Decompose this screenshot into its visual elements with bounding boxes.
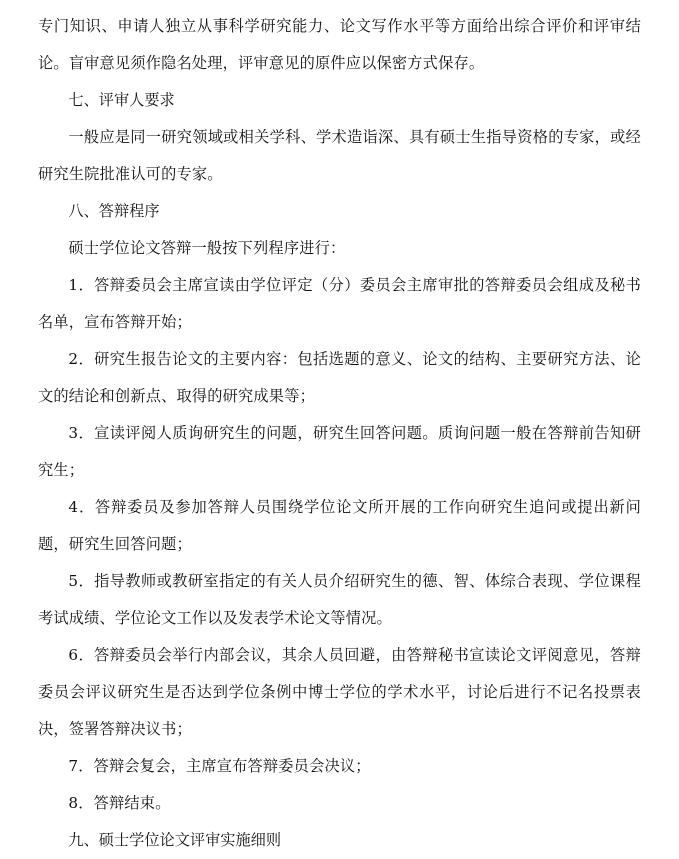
body-paragraph: 3．宣读评阅人质询研究生的问题，研究生回答问题。质询问题一般在答辩前告知研究生；	[38, 424, 641, 479]
body-paragraph: 8．答辩结束。	[68, 794, 171, 812]
body-paragraph: 4．答辩委员及参加答辩人员围绕学位论文所开展的工作向研究生追问或提出新问题，研究生回答问题；	[38, 498, 641, 553]
body-paragraph: 5．指导教师或教研室指定的有关人员介绍研究生的德、智、体综合表现、学位课程考试成绩、学位论文工作以及发表学术论文等情况。	[38, 572, 641, 627]
body-paragraph: 1．答辩委员会主席宣读由学位评定（分）委员会主席审批的答辩委员会组成及秘书名单，宣布答辩开始；	[38, 276, 641, 331]
body-paragraph: 一般应是同一研究领域或相关学科、学术造诣深、具有硕士生指导资格的专家，或经研究生院批准认可的专家。	[38, 128, 641, 183]
body-paragraph: 7．答辩会复会，主席宣布答辩委员会决议；	[68, 757, 371, 775]
body-paragraph: 2．研究生报告论文的主要内容：包括选题的意义、论文的结构、主要研究方法、论文的结论和创新点、取得的研究成果等；	[38, 350, 641, 405]
document-body	[38, 8, 641, 859]
section-heading: 七、评审人要求	[68, 91, 175, 109]
section-heading: 九、硕士学位论文评审实施细则	[68, 831, 282, 849]
body-paragraph: 硕士学位论文答辩一般按下列程序进行：	[68, 239, 346, 257]
body-paragraph: 专门知识、申请人独立从事科学研究能力、论文写作水平等方面给出综合评价和评审结论。盲审意见须作隐名处理，评审意见的原件应以保密方式保存。	[38, 17, 641, 72]
body-paragraph: 6．答辩委员会举行内部会议，其余人员回避，由答辩秘书宣读论文评阅意见，答辩委员会评议研究生是否达到学位条例中博士学位的学术水平，讨论后进行不记名投票表决，签署答辩决议书；	[38, 646, 641, 738]
section-heading: 八、答辩程序	[68, 202, 160, 220]
